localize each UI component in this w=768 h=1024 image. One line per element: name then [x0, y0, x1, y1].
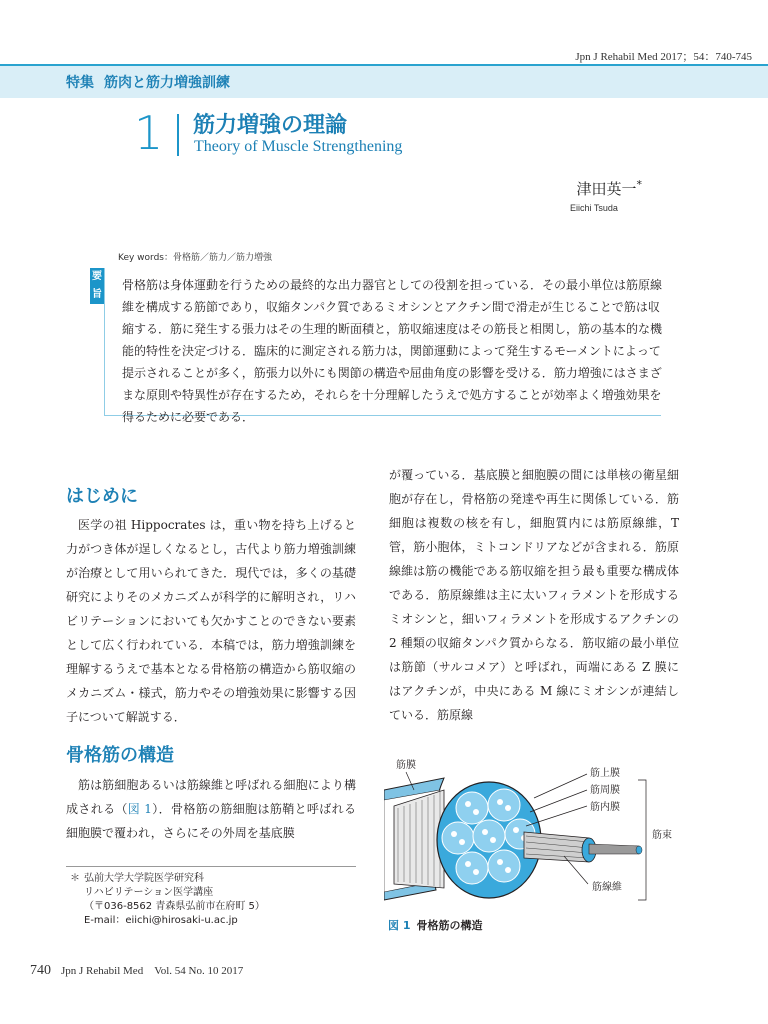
structure-paragraph	[66, 773, 356, 845]
article-subtitle: Theory of Muscle Strengthening	[194, 138, 403, 155]
figure-caption-text: 骨格筋の構造	[416, 919, 483, 932]
footer-journal: Jpn J Rehabil Med Vol. 54 No. 10 2017	[61, 965, 244, 977]
structure-text-b: ）．骨格筋の筋細胞は筋鞘と呼ばれる細胞膜で覆われ，さらにその外周を基底膜	[66, 802, 356, 840]
single-fiber	[589, 844, 639, 854]
abstract-border-left	[104, 268, 105, 416]
page-footer	[30, 962, 243, 979]
author-footnote-mark: *	[636, 178, 642, 191]
intro-paragraph: 医学の祖 Hippocrates は，重い物を持ち上げると力がつき体が逞しくなるとし，古代より筋力増強訓練が治療として用いられてきた．現代では，多くの基礎研究によりそのメカニズムが科学的に解明され，リハビリテーションにおいても欠かすことのできない要素として広く行われている．本稿では，筋力増強訓練を理解するうえで基本となる骨格筋の構造から筋収縮のメカニズム・様式，筋力やその増強効果に影響する因子について解説する．	[66, 518, 356, 724]
footnote-email[interactable]: E-mail：eiichi@hirosaki-u.ac.jp	[84, 915, 238, 926]
series-label: 特集	[66, 75, 94, 91]
label-muscle-fiber: 筋線維	[592, 882, 622, 893]
author-name-text: 津田英一	[576, 180, 637, 198]
series-banner-text	[66, 72, 230, 92]
series-banner	[0, 64, 768, 98]
intro-heading: はじめに	[66, 486, 138, 507]
series-title: 筋肉と筋力増強訓練	[104, 75, 230, 91]
journal-reference: Jpn J Rehabil Med 2017；54：740-745	[575, 51, 752, 63]
abstract-tag: 要旨	[90, 268, 104, 304]
muscle-structure-figure	[384, 750, 684, 940]
fiber-end	[636, 846, 642, 854]
muscle-illustration	[384, 750, 684, 940]
footnote-line	[70, 872, 265, 886]
intro-column	[66, 513, 356, 729]
keywords: Key words：骨格筋／筋力／筋力増強	[118, 253, 272, 263]
author-name	[576, 178, 642, 199]
footnote-mark: ＊	[70, 873, 80, 884]
figure-number: 図 1	[388, 919, 411, 932]
page-number: 740	[30, 963, 51, 978]
structure-text-a: 筋は筋細胞あるいは筋線維と呼ばれる細胞により構成される（	[66, 778, 356, 816]
title-divider	[177, 114, 179, 156]
footnote-address: （〒036-8562 青森県弘前市在府町 5）	[84, 901, 265, 912]
label-epimysium: 筋上膜	[590, 768, 620, 779]
right-column-paragraph: が覆っている．基底膜と細胞膜の間には単核の衛星細胞が存在し，骨格筋の発達や再生に関係している．筋細胞は複数の核を有し，細胞質内には筋原線維，T 管，筋小胞体，ミトコンドリアなどが含まれる．筋原線維は筋の機能である筋収縮を担う最も重要な構成体である．筋原線維は主に太いフィラメントを形成するミオシンと，細いフィラメントを形成するアクチンの 2 種類の収縮タンパク質からなる．筋収縮の最小単位は筋節（サルコメア）と呼ばれ，両端にある Z 膜にはアクチンが，中央にある M 線にミオシンが連結している．筋原線	[389, 468, 679, 722]
label-fascia: 筋膜	[396, 760, 416, 771]
article-number: 1	[134, 106, 164, 160]
label-perimysium: 筋周膜	[590, 785, 620, 796]
footnote-divider	[66, 866, 356, 867]
structure-heading: 骨格筋の構造	[66, 745, 174, 766]
author-affiliation-footnote	[70, 872, 265, 928]
figure-caption	[388, 917, 482, 933]
author-roman-name: Eiichi Tsuda	[570, 203, 618, 213]
abstract-text: 骨格筋は身体運動を行うための最終的な出力器官としての役割を担っている．その最小単位は筋原線維を構成する筋節であり，収縮タンパク質であるミオシンとアクチン間で滑走が生じることで筋は収縮する．筋に発生する張力はその生理的断面積と，筋収縮速度はその筋長と相関し，筋の基本的な機能的特性を決定づける．臨床的に測定される筋力は，関節運動によって発生するモーメントによって提示されることが多く，筋張力以外にも関節の構造や屈曲角度の影響を受ける．筋力増強にはさまざまな原則や特異性が存在するため，それらを十分理解したうえで処方することが効率よく増強効果を得るために必要である．	[122, 278, 663, 424]
label-endomysium: 筋内膜	[590, 802, 620, 813]
footnote-affiliation: 弘前大学大学院医学研究科	[84, 873, 204, 884]
article-title: 筋力増強の理論	[193, 113, 348, 138]
right-column	[389, 463, 679, 727]
footnote-department: リハビリテーション医学講座	[84, 887, 214, 898]
figure-reference-link[interactable]: 図 1	[127, 802, 152, 816]
label-fascicle: 筋束	[652, 830, 672, 841]
